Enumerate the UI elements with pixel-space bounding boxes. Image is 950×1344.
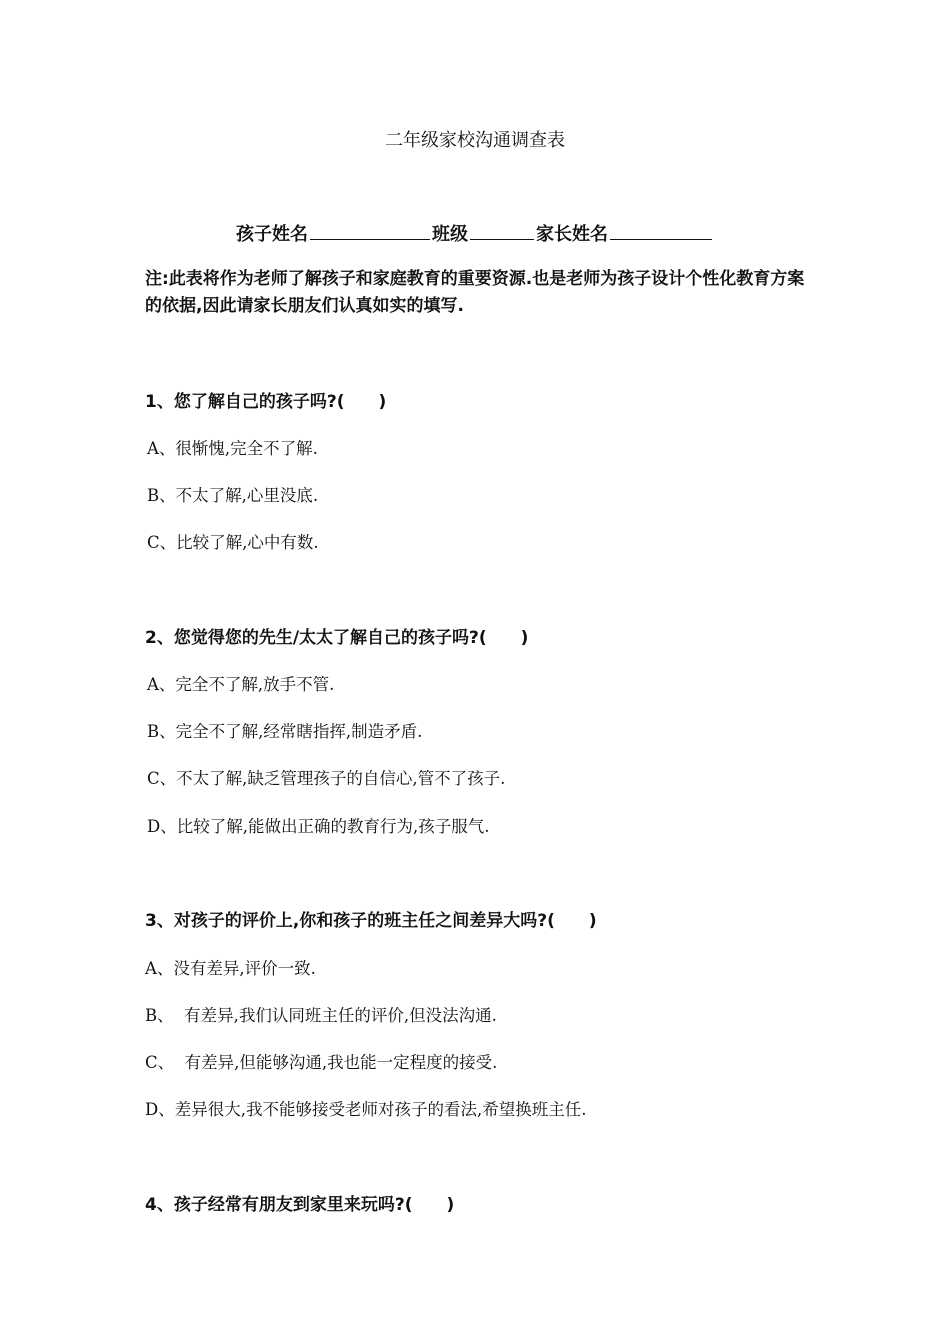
info-line — [0, 220, 950, 246]
parent-name-blank[interactable] — [610, 221, 712, 240]
question-1-option-b: B、不太了解,心里没底. — [147, 486, 319, 505]
question-2-option-d: D、比较了解,能做出正确的教育行为,孩子服气. — [147, 817, 490, 836]
question-1-option-a: A、很惭愧,完全不了解. — [147, 439, 318, 458]
question-2-option-c: C、不太了解,缺乏管理孩子的自信心,管不了孩子. — [147, 769, 506, 788]
question-4: 4、孩子经常有朋友到家里来玩吗?( ) — [145, 1195, 455, 1215]
question-3-option-b: B、 有差异,我们认同班主任的评价,但没法沟通. — [145, 1006, 497, 1025]
page-title: 二年级家校沟通调查表 — [385, 130, 565, 151]
question-3-option-c: C、 有差异,但能够沟通,我也能一定程度的接受. — [145, 1053, 498, 1072]
class-blank[interactable] — [470, 221, 534, 240]
question-2: 2、您觉得您的先生/太太了解自己的孩子吗?( ) — [145, 628, 529, 648]
note-paragraph: 注:此表将作为老师了解孩子和家庭教育的重要资源.也是老师为孩子设计个性化教育方案的依据,因此请家长朋友们认真如实的填写. — [145, 269, 805, 316]
question-3-option-a: A、没有差异,评价一致. — [145, 959, 316, 978]
question-2-option-b: B、完全不了解,经常瞎指挥,制造矛盾. — [147, 722, 423, 741]
question-3: 3、对孩子的评价上,你和孩子的班主任之间差异大吗?( ) — [145, 911, 597, 931]
parent-name-label: 家长姓名 — [536, 224, 608, 245]
question-1: 1、您了解自己的孩子吗?( ) — [145, 392, 387, 412]
child-name-blank[interactable] — [310, 221, 430, 240]
child-name-label: 孩子姓名 — [236, 224, 308, 245]
question-1-option-c: C、比较了解,心中有数. — [147, 533, 319, 552]
class-label: 班级 — [432, 224, 468, 245]
question-3-option-d: D、差异很大,我不能够接受老师对孩子的看法,希望换班主任. — [145, 1100, 587, 1119]
question-2-option-a: A、完全不了解,放手不管. — [147, 675, 335, 694]
